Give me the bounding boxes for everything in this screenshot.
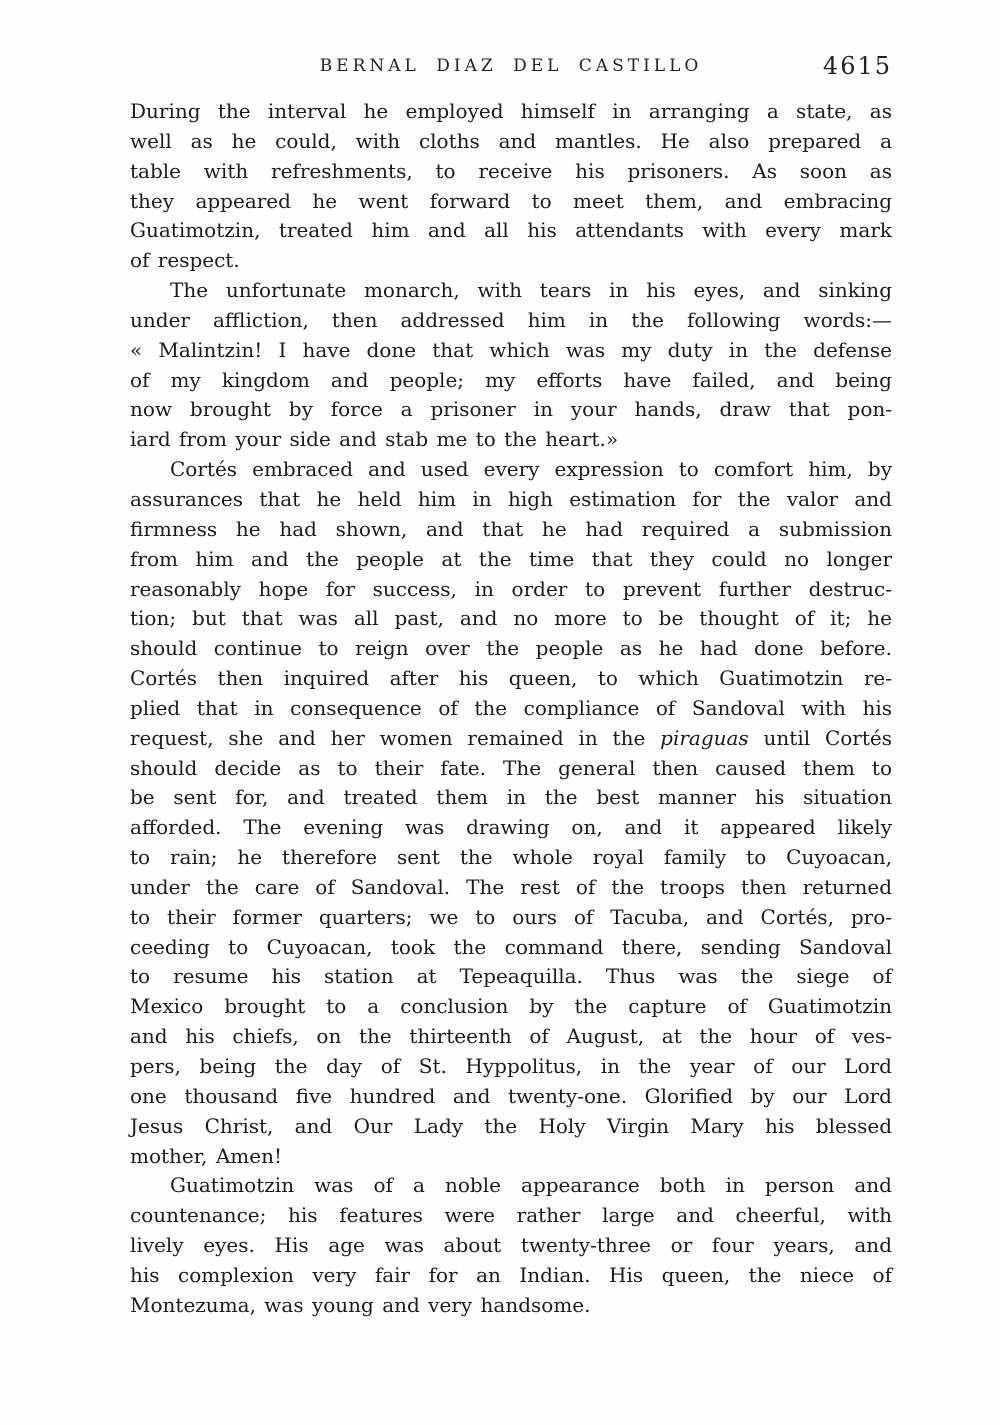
text-line: Guatimotzin was of a noble appearance both in person and bbox=[170, 1173, 892, 1198]
text-line: afforded. The evening was drawing on, and it appeared likely bbox=[130, 815, 892, 840]
text-line: Cortés then inquired after his queen, to which Guatimotzin re- bbox=[130, 666, 892, 691]
text-line: lively eyes. His age was about twenty-three or four years, and bbox=[130, 1233, 892, 1258]
text-line: now brought by force a prisoner in your hands, draw that pon- bbox=[130, 397, 892, 422]
text-line: mother, Amen! bbox=[130, 1143, 282, 1168]
text-line: Jesus Christ, and Our Lady the Holy Virgin Mary his blessed bbox=[130, 1113, 892, 1138]
text-line: to resume his station at Tepeaquilla. Thus was the siege of bbox=[130, 964, 892, 989]
text-line: Cortés embraced and used every expression to comfort him, by bbox=[170, 457, 892, 482]
text-line: his complexion very fair for an Indian. His queen, the niece of bbox=[130, 1262, 892, 1287]
text-line: pers, being the day of St. Hyppolitus, in the year of our Lord bbox=[130, 1054, 892, 1078]
text-line: under the care of Sandoval. The rest of the troops then returned bbox=[130, 874, 892, 899]
text-line: under affliction, then addressed him in the following words:— bbox=[130, 307, 892, 332]
text-line: firmness he had shown, and that he had required a submission bbox=[130, 516, 892, 541]
text-line: be sent for, and treated them in the best manner his situation bbox=[130, 785, 892, 810]
page-header bbox=[130, 52, 892, 92]
text-line: Mexico brought to a conclusion by the capture of Guatimotzin bbox=[130, 994, 892, 1019]
text-line: of respect. bbox=[130, 248, 240, 273]
text-line: countenance; his features were rather large and cheerful, with bbox=[130, 1203, 892, 1228]
text-line: Guatimotzin, treated him and all his attendants with every mark bbox=[130, 218, 892, 243]
text-line: plied that in consequence of the compliance of Sandoval with his bbox=[130, 695, 892, 720]
text-line: tion; but that was all past, and no more to be thought of it; he bbox=[130, 606, 892, 631]
text-line: to rain; he therefore sent the whole royal family to Cuyoacan, bbox=[130, 845, 892, 870]
text-line: The unfortunate monarch, with tears in his eyes, and sinking bbox=[170, 278, 892, 303]
text-line: one thousand five hundred and twenty-one. Glorified by our Lord bbox=[130, 1083, 892, 1108]
text-line: iard from your side and stab me to the heart.» bbox=[130, 427, 619, 452]
text-line: from him and the people at the time that they could no longer bbox=[130, 546, 892, 571]
text-line: should continue to reign over the people as he had done before. bbox=[130, 636, 892, 661]
text-line: During the interval he employed himself in arranging a state, as bbox=[130, 99, 892, 123]
page-body bbox=[130, 97, 892, 1321]
text-line: they appeared he went forward to meet them, and embracing bbox=[130, 188, 892, 213]
text-line: assurances that he held him in high estimation for the valor and bbox=[130, 486, 892, 511]
text-line: table with refreshments, to receive his prisoners. As soon as bbox=[130, 158, 892, 183]
text-line: well as he could, with cloths and mantles. He also prepared a bbox=[130, 128, 892, 153]
text-line: request, she and her women remained in the piraguas until Cortés bbox=[130, 725, 892, 750]
text-line: Montezuma, was young and very handsome. bbox=[130, 1292, 591, 1317]
text-line: ceeding to Cuyoacan, took the command there, sending Sandoval bbox=[130, 934, 892, 959]
text-line: reasonably hope for success, in order to prevent further destruc- bbox=[130, 576, 892, 601]
text-line: « Malintzin! I have done that which was my duty in the defense bbox=[130, 337, 892, 362]
text-line: of my kingdom and people; my efforts have failed, and being bbox=[130, 367, 892, 392]
text-line: to their former quarters; we to ours of Tacuba, and Cortés, pro- bbox=[130, 904, 892, 929]
text-line: and his chiefs, on the thirteenth of August, at the hour of ves- bbox=[130, 1024, 892, 1049]
running-title: BERNAL DIAZ DEL CASTILLO bbox=[319, 56, 703, 76]
text-line: should decide as to their fate. The general then caused them to bbox=[130, 755, 892, 780]
page-number: 4615 bbox=[822, 52, 892, 80]
